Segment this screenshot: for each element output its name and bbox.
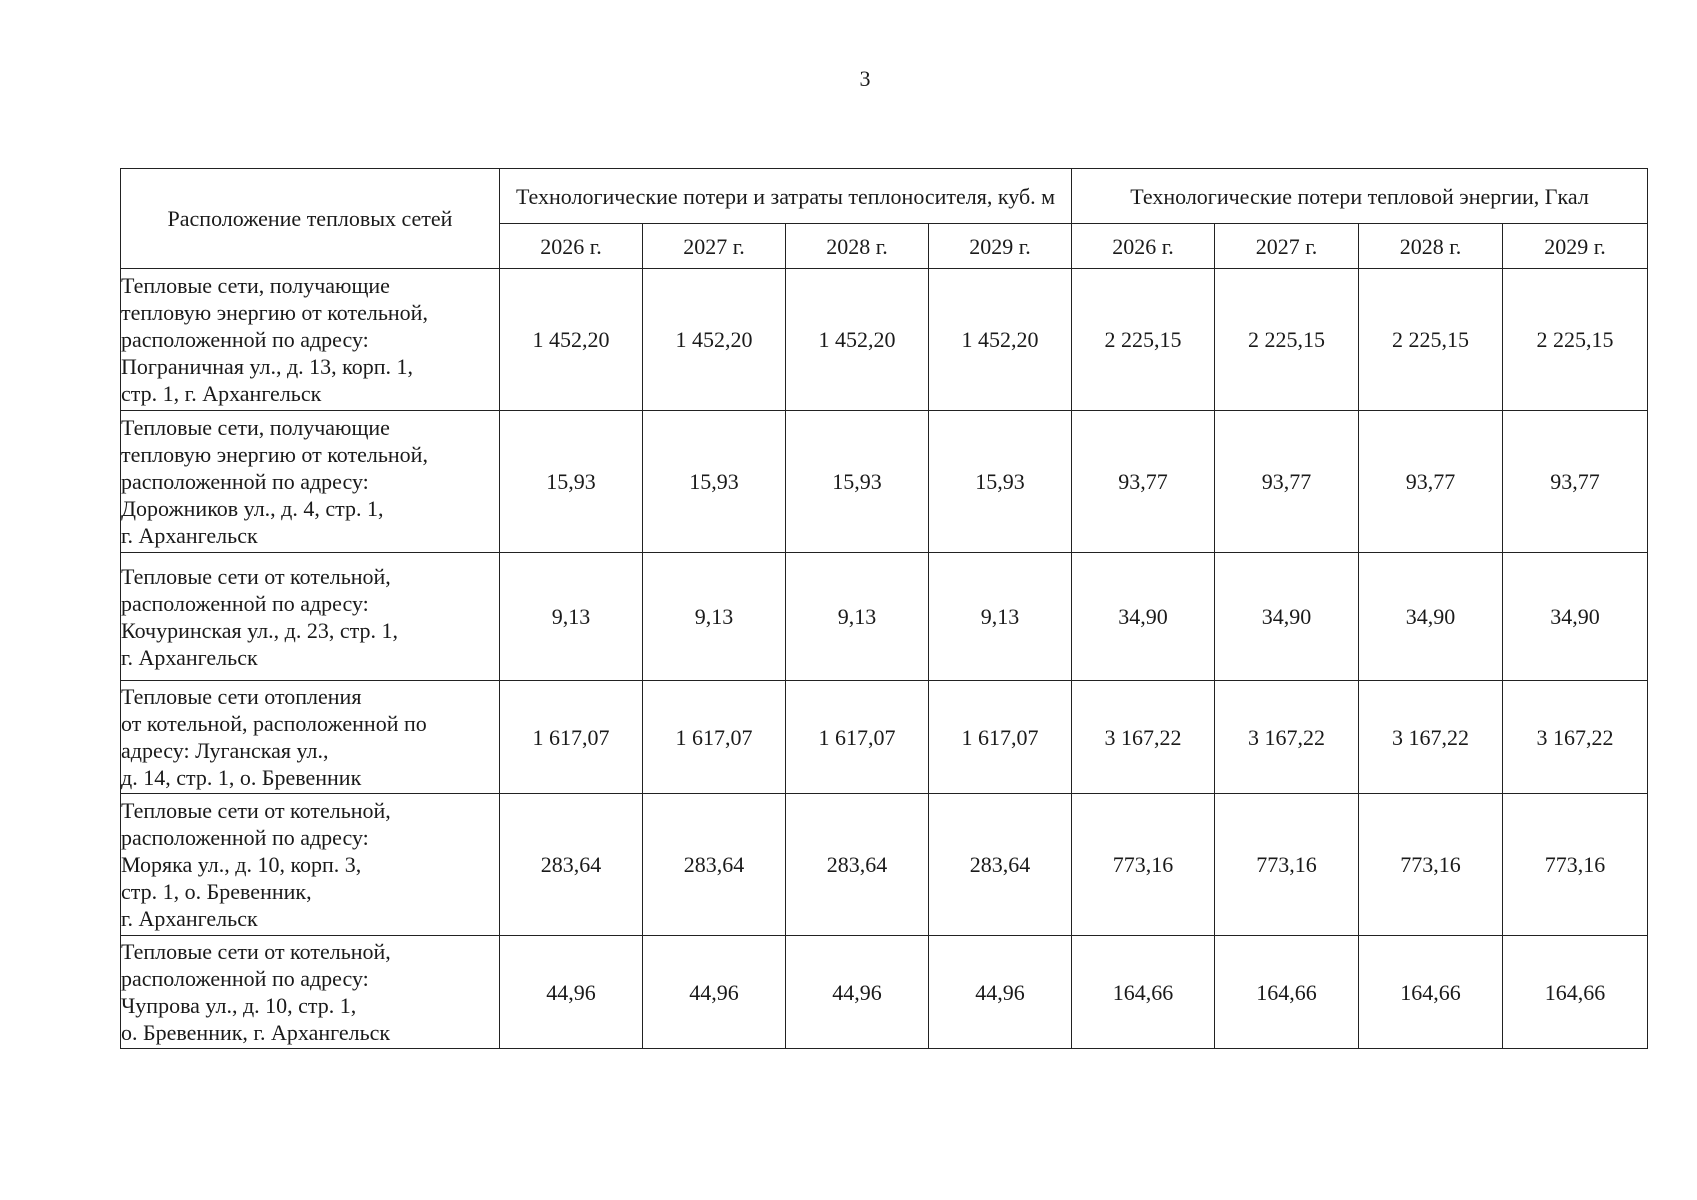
location-column-header: Расположение тепловых сетей [121,169,500,269]
value-cell: 15,93 [500,411,643,553]
value-cell: 9,13 [643,553,786,681]
value-cell: 3 167,22 [1359,681,1503,794]
coolant-losses-header: Технологические потери и затраты теплоносителя, куб. м [500,169,1072,224]
table-row [121,794,1648,936]
value-cell: 9,13 [929,553,1072,681]
value-cell: 773,16 [1215,794,1359,936]
value-cell: 164,66 [1072,936,1215,1049]
location-cell: Тепловые сети от котельной, расположенной по адресу: Чупрова ул., д. 10, стр. 1, о. Бревенник, г. Архангельск [121,936,500,1049]
value-cell: 93,77 [1072,411,1215,553]
value-cell: 2 225,15 [1359,269,1503,411]
value-cell: 1 617,07 [929,681,1072,794]
page-number: 3 [859,66,871,91]
location-cell: Тепловые сети, получающие тепловую энергию от котельной, расположенной по адресу: Дорожников ул., д. 4, стр. 1, г. Архангельск [121,411,500,553]
value-cell: 3 167,22 [1503,681,1648,794]
year-header: 2028 г. [1359,224,1503,269]
value-cell: 1 452,20 [786,269,929,411]
value-cell: 93,77 [1215,411,1359,553]
value-cell: 34,90 [1072,553,1215,681]
table-row [121,681,1648,794]
year-header: 2029 г. [929,224,1072,269]
year-header: 2027 г. [643,224,786,269]
value-cell: 283,64 [929,794,1072,936]
table-row [121,411,1648,553]
value-cell: 773,16 [1503,794,1648,936]
value-cell: 164,66 [1503,936,1648,1049]
value-cell: 164,66 [1215,936,1359,1049]
value-cell: 44,96 [786,936,929,1049]
year-header: 2026 г. [1072,224,1215,269]
heat-energy-losses-header: Технологические потери тепловой энергии, Гкал [1072,169,1648,224]
location-cell: Тепловые сети отопления от котельной, расположенной по адресу: Луганская ул., д. 14, стр. 1, о. Бревенник [121,681,500,794]
value-cell: 44,96 [929,936,1072,1049]
table-row [121,553,1648,681]
value-cell: 1 617,07 [786,681,929,794]
value-cell: 1 452,20 [929,269,1072,411]
value-cell: 93,77 [1503,411,1648,553]
location-cell: Тепловые сети от котельной, расположенной по адресу: Кочуринская ул., д. 23, стр. 1, г. Архангельск [121,553,500,681]
heat-losses-table [120,168,1648,1049]
value-cell: 283,64 [786,794,929,936]
value-cell: 44,96 [643,936,786,1049]
value-cell: 1 617,07 [643,681,786,794]
value-cell: 44,96 [500,936,643,1049]
value-cell: 93,77 [1359,411,1503,553]
year-header: 2027 г. [1215,224,1359,269]
value-cell: 773,16 [1359,794,1503,936]
value-cell: 9,13 [786,553,929,681]
value-cell: 34,90 [1503,553,1648,681]
year-header: 2026 г. [500,224,643,269]
value-cell: 34,90 [1359,553,1503,681]
year-header: 2028 г. [786,224,929,269]
value-cell: 164,66 [1359,936,1503,1049]
location-cell: Тепловые сети, получающие тепловую энергию от котельной, расположенной по адресу: Пограничная ул., д. 13, корп. 1, стр. 1, г. Архангельск [121,269,500,411]
value-cell: 34,90 [1215,553,1359,681]
value-cell: 15,93 [929,411,1072,553]
table-header-row [121,169,1648,224]
value-cell: 1 452,20 [643,269,786,411]
value-cell: 15,93 [643,411,786,553]
value-cell: 9,13 [500,553,643,681]
value-cell: 2 225,15 [1072,269,1215,411]
year-header: 2029 г. [1503,224,1648,269]
value-cell: 15,93 [786,411,929,553]
table-row [121,936,1648,1049]
table-row [121,269,1648,411]
value-cell: 3 167,22 [1072,681,1215,794]
value-cell: 773,16 [1072,794,1215,936]
value-cell: 3 167,22 [1215,681,1359,794]
value-cell: 1 452,20 [500,269,643,411]
value-cell: 2 225,15 [1215,269,1359,411]
location-cell: Тепловые сети от котельной, расположенной по адресу: Моряка ул., д. 10, корп. 3, стр. 1, о. Бревенник, г. Архангельск [121,794,500,936]
value-cell: 283,64 [643,794,786,936]
value-cell: 2 225,15 [1503,269,1648,411]
value-cell: 1 617,07 [500,681,643,794]
value-cell: 283,64 [500,794,643,936]
